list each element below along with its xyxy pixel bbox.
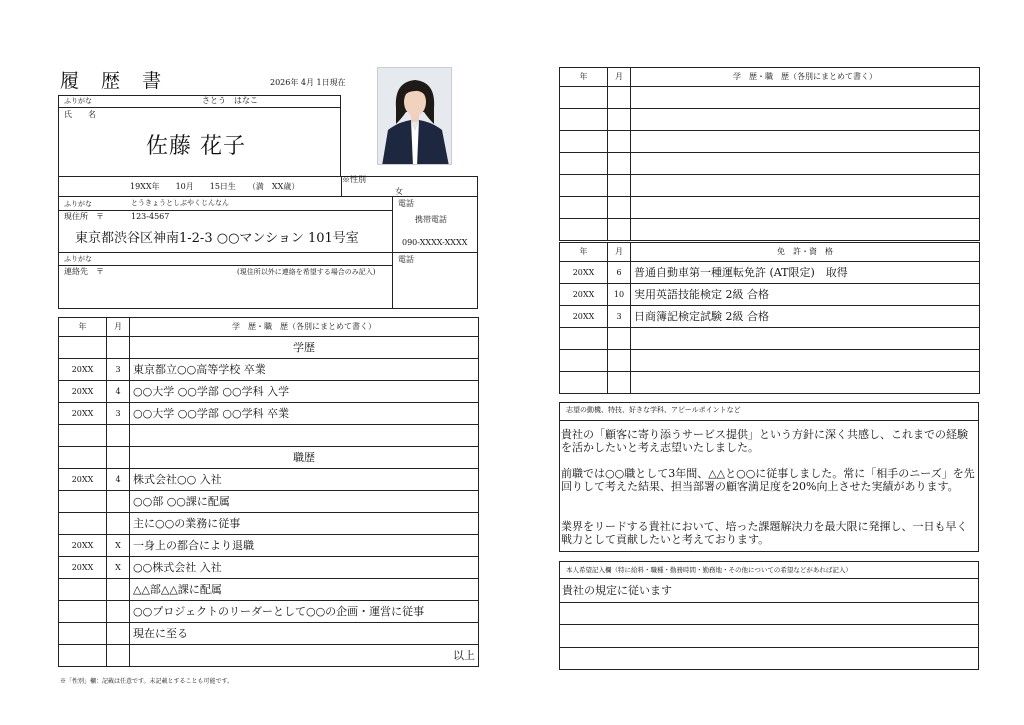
history-left-month-cell[interactable]: 3 [107, 403, 130, 425]
history-left-month-cell[interactable] [107, 601, 130, 623]
history-right-month-cell[interactable] [608, 109, 631, 131]
history-right-header-year: 年 [560, 68, 608, 87]
history-right-month-cell[interactable] [608, 175, 631, 197]
motivation-label: 志望の動機、特技、好きな学科、アピールポイントなど [566, 406, 741, 414]
history-right-year-cell[interactable] [560, 131, 608, 153]
history-left-year-cell[interactable]: 20XX [59, 557, 107, 579]
license-content-cell[interactable] [631, 350, 980, 372]
history-left-month-cell[interactable] [107, 425, 130, 447]
license-content-cell[interactable]: 普通自動車第一種運転免許 (AT限定) 取得 [631, 262, 980, 284]
license-row [560, 350, 980, 372]
license-row [560, 262, 980, 284]
history-left-row [59, 469, 479, 491]
history-left-content-cell[interactable] [130, 425, 479, 447]
divider [559, 578, 979, 579]
license-content-cell[interactable]: 実用英語技能検定 2級 合格 [631, 284, 980, 306]
history-left-year-cell[interactable] [59, 491, 107, 513]
history-right-month-cell[interactable] [608, 153, 631, 175]
history-left-year-cell[interactable] [59, 601, 107, 623]
history-left-content-cell[interactable]: 一身上の都合により退職 [130, 535, 479, 557]
history-left-year-cell[interactable]: 20XX [59, 359, 107, 381]
license-year-cell[interactable] [560, 372, 608, 394]
license-row [560, 372, 980, 394]
history-left-header-content: 学 歴・職 歴（各別にまとめて書く） [130, 318, 479, 337]
license-month-cell[interactable]: 3 [608, 306, 631, 328]
mobile-label: 携帯電話 [415, 215, 447, 224]
history-left-month-cell[interactable] [107, 447, 130, 469]
divider [58, 107, 341, 108]
history-left-year-cell[interactable] [59, 337, 107, 359]
history-right-content-cell[interactable] [631, 197, 980, 219]
name-label: 氏 名 [64, 110, 96, 119]
request-label: 本人希望記入欄（特に給料・職種・勤務時間・勤務地・その他についての希望などがあれば記入） [566, 566, 852, 574]
history-right-year-cell[interactable] [560, 87, 608, 109]
license-month-cell[interactable]: 6 [608, 262, 631, 284]
license-year-cell[interactable] [560, 328, 608, 350]
history-left-row [59, 425, 479, 447]
license-content-cell[interactable]: 日商簿記検定試験 2級 合格 [631, 306, 980, 328]
license-header-content: 免 許・資 格 [631, 243, 980, 262]
postal-code[interactable]: 123-4567 [131, 212, 170, 221]
history-left-year-cell[interactable] [59, 425, 107, 447]
history-right-content-cell[interactable] [631, 175, 980, 197]
history-right-row [560, 197, 980, 219]
license-table [559, 242, 980, 394]
history-left-month-cell[interactable] [107, 623, 130, 645]
address-value[interactable]: 東京都渋谷区神南1-2-3 ○○マンション 101号室 [75, 231, 359, 246]
motivation-paragraph-2[interactable]: 前職では○○職として3年間、△△と○○に従事しました。常に「相手のニーズ」を先回りして考えた結果、担当部署の顧客満足度を20%向上させた実績があります。 [561, 467, 975, 493]
history-left-content-cell[interactable]: 以上 [130, 645, 479, 667]
license-content-cell[interactable] [631, 372, 980, 394]
history-left-row [59, 557, 479, 579]
history-left-year-cell[interactable] [59, 623, 107, 645]
divider [58, 265, 392, 266]
history-table-right [559, 67, 980, 241]
history-right-month-cell[interactable] [608, 197, 631, 219]
history-right-content-cell[interactable] [631, 131, 980, 153]
history-left-row [59, 447, 479, 469]
name-furigana: さとう はなこ [202, 96, 258, 105]
contact-furigana-label: ふりがな [64, 255, 92, 263]
history-right-year-cell[interactable] [560, 197, 608, 219]
license-header-year: 年 [560, 243, 608, 262]
history-left-year-cell[interactable]: 20XX [59, 403, 107, 425]
history-left-row [59, 579, 479, 601]
motivation-paragraph-3[interactable]: 業界をリードする貴社において、培った課題解決力を最大限に発揮し、一日も早く戦力として貢献したいと考えております。 [561, 520, 968, 546]
history-right-row [560, 219, 980, 241]
history-right-row [560, 109, 980, 131]
address-furigana-label: ふりがな [64, 200, 92, 208]
history-left-content-cell[interactable]: ○○部 ○○課に配属 [130, 491, 479, 513]
contact-phone-label: 電話 [398, 255, 414, 264]
history-left-content-cell[interactable]: 職歴 [130, 447, 479, 469]
applicant-photo [377, 67, 452, 165]
history-left-row [59, 623, 479, 645]
motivation-paragraph-1[interactable]: 貴社の「顧客に寄り添うサービス提供」という方針に深く共感し、これまでの経験を活かしたいと考え志望いたしました。 [561, 428, 968, 454]
history-left-content-cell[interactable]: 東京都立○○高等学校 卒業 [130, 359, 479, 381]
history-left-month-cell[interactable]: 3 [107, 359, 130, 381]
history-left-month-cell[interactable]: X [107, 535, 130, 557]
history-left-row [59, 513, 479, 535]
history-left-row [59, 403, 479, 425]
divider [559, 647, 979, 648]
license-row [560, 306, 980, 328]
history-left-content-cell[interactable]: 学歴 [130, 337, 479, 359]
history-left-month-cell[interactable]: X [107, 557, 130, 579]
request-value[interactable]: 貴社の規定に従います [562, 584, 672, 597]
history-right-header-content: 学 歴・職 歴（各別にまとめて書く） [631, 68, 980, 87]
history-left-content-cell[interactable]: 現在に至る [130, 623, 479, 645]
history-left-year-cell[interactable] [59, 645, 107, 667]
contact-section [58, 252, 478, 309]
history-left-row [59, 535, 479, 557]
applicant-name[interactable]: 佐藤 花子 [146, 134, 246, 159]
license-year-cell[interactable]: 20XX [560, 306, 608, 328]
history-left-header-row [59, 318, 479, 337]
phone-label: 電話 [398, 199, 414, 208]
history-left-year-cell[interactable]: 20XX [59, 381, 107, 403]
history-right-header-row [560, 68, 980, 87]
address-label: 現住所 〒 [64, 212, 104, 221]
gender-value[interactable]: 女 [395, 187, 403, 196]
document-title: 履 歴 書 [60, 70, 170, 92]
history-left-row [59, 645, 479, 667]
history-left-content-cell[interactable]: 株式会社○○ 入社 [130, 469, 479, 491]
gender-label: ※性別 [342, 175, 366, 184]
license-row [560, 328, 980, 350]
divider [559, 624, 979, 625]
history-right-year-cell[interactable] [560, 175, 608, 197]
history-left-header-month: 月 [107, 318, 130, 337]
history-left-year-cell[interactable]: 20XX [59, 469, 107, 491]
history-left-header-year: 年 [59, 318, 107, 337]
history-right-content-cell[interactable] [631, 87, 980, 109]
portrait-image [378, 68, 452, 165]
history-left-month-cell[interactable] [107, 645, 130, 667]
history-left-month-cell[interactable] [107, 337, 130, 359]
contact-label: 連絡先 〒 [64, 267, 104, 276]
license-month-cell[interactable] [608, 372, 631, 394]
history-left-year-cell[interactable] [59, 513, 107, 535]
license-header-month: 月 [608, 243, 631, 262]
furigana-label: ふりがな [64, 97, 92, 105]
license-month-cell[interactable]: 10 [608, 284, 631, 306]
history-left-content-cell[interactable]: ○○株式会社 入社 [130, 557, 479, 579]
birth-date[interactable]: 19XX年 10月 15日生 （満 XX歳） [130, 182, 300, 191]
history-left-year-cell[interactable] [59, 447, 107, 469]
history-left-month-cell[interactable] [107, 513, 130, 535]
document-date: 2026年 4月 1日現在 [270, 78, 346, 87]
history-right-year-cell[interactable] [560, 153, 608, 175]
history-left-row [59, 491, 479, 513]
history-right-header-month: 月 [608, 68, 631, 87]
history-left-row [59, 337, 479, 359]
history-left-month-cell[interactable] [107, 491, 130, 513]
history-left-content-cell[interactable]: 主に○○の業務に従事 [130, 513, 479, 535]
history-left-content-cell[interactable]: ○○大学 ○○学部 ○○学科 入学 [130, 381, 479, 403]
license-header-row [560, 243, 980, 262]
history-right-content-cell[interactable] [631, 109, 980, 131]
divider [392, 252, 393, 309]
history-right-row [560, 153, 980, 175]
license-year-cell[interactable]: 20XX [560, 262, 608, 284]
history-right-row [560, 131, 980, 153]
license-row [560, 284, 980, 306]
mobile-number[interactable]: 090-XXXX-XXXX [402, 238, 468, 247]
license-content-cell[interactable] [631, 328, 980, 350]
license-month-cell[interactable] [608, 328, 631, 350]
history-right-year-cell[interactable] [560, 219, 608, 241]
license-year-cell[interactable]: 20XX [560, 284, 608, 306]
history-right-row [560, 87, 980, 109]
divider [559, 602, 979, 603]
history-right-row [560, 175, 980, 197]
history-right-month-cell[interactable] [608, 87, 631, 109]
divider [559, 420, 979, 421]
history-left-year-cell[interactable] [59, 579, 107, 601]
history-left-content-cell[interactable]: ○○大学 ○○学部 ○○学科 卒業 [130, 403, 479, 425]
license-month-cell[interactable] [608, 350, 631, 372]
divider [392, 196, 393, 253]
history-right-year-cell[interactable] [560, 109, 608, 131]
history-left-content-cell[interactable]: ○○プロジェクトのリーダーとして○○の企画・運営に従事 [130, 601, 479, 623]
history-left-row [59, 601, 479, 623]
history-right-content-cell[interactable] [631, 153, 980, 175]
history-left-month-cell[interactable]: 4 [107, 469, 130, 491]
history-left-row [59, 381, 479, 403]
contact-note: (現住所以外に連絡を希望する場合のみ記入) [237, 268, 376, 276]
history-right-content-cell[interactable] [631, 219, 980, 241]
footnote: ※「性別」欄：記載は任意です。未記載とすることも可能です。 [60, 678, 234, 685]
history-table-left [58, 317, 479, 667]
history-left-month-cell[interactable] [107, 579, 130, 601]
history-left-month-cell[interactable]: 4 [107, 381, 130, 403]
history-right-month-cell[interactable] [608, 131, 631, 153]
license-year-cell[interactable] [560, 350, 608, 372]
address-furigana: とうきょうとしぶやくじんなん [131, 199, 229, 207]
history-left-content-cell[interactable]: △△部△△課に配属 [130, 579, 479, 601]
divider [58, 210, 392, 211]
history-left-year-cell[interactable]: 20XX [59, 535, 107, 557]
history-left-row [59, 359, 479, 381]
history-right-month-cell[interactable] [608, 219, 631, 241]
